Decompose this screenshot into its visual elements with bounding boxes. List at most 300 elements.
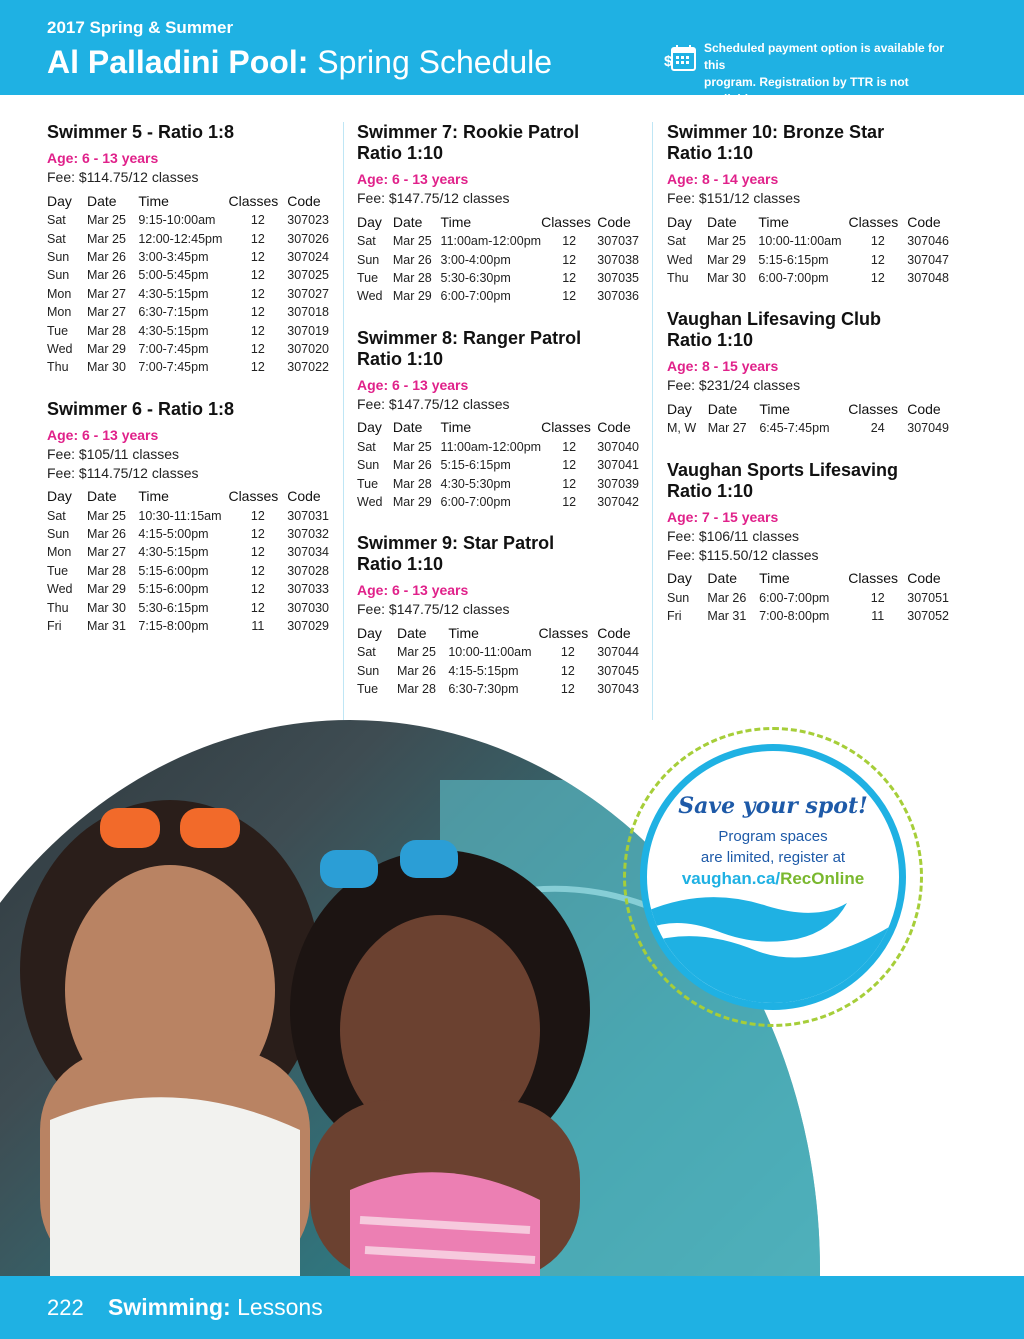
column-header-code: Code [907,213,941,230]
cell-day: Thu [47,600,69,615]
cell-classes: 11 [251,619,265,634]
cell-classes: 12 [870,252,885,267]
cell-time: 5:30-6:30pm [440,270,511,285]
cell-code: 307036 [597,289,639,304]
cell-classes: 12 [250,527,265,542]
column-header-time: Time [440,419,472,436]
cell-date: Mar 30 [87,600,126,615]
cell-day: Wed [47,582,73,597]
column-header-time: Time [759,570,790,587]
cell-code: 307043 [597,682,639,697]
cell-date: Mar 27 [87,286,126,301]
cell-code: 307034 [287,545,329,560]
table-row [357,662,639,680]
cell-day: Wed [357,289,383,304]
cell-classes: 12 [250,341,265,356]
cell-code: 307048 [907,270,949,285]
cell-day: Sat [357,439,376,454]
cell-code: 307020 [287,341,329,356]
table-row [667,419,949,437]
cell-classes: 24 [870,421,885,436]
cell-time: 4:30-5:15pm [138,545,209,560]
cell-day: Sun [357,252,380,267]
program-fee: Fee: $147.75/12 classes [357,601,510,618]
cell-date: Mar 25 [397,645,436,660]
cell-date: Mar 29 [392,494,432,509]
cell-classes: 12 [562,270,577,285]
program-fee: Fee: $105/11 classes [47,445,180,462]
table-row [667,232,949,250]
cell-date: Mar 26 [87,527,126,542]
table-header-row [357,211,639,232]
table-row [47,507,329,525]
program-fee: Fee: $151/12 classes [667,190,801,206]
table-row [47,562,329,580]
cell-time: 10:30-11:15am [138,508,222,523]
table-header-row [667,211,949,232]
cell-date: Mar 29 [87,582,126,597]
column-header-code: Code [597,213,631,230]
table-row [357,456,639,474]
svg-text:$: $ [664,53,673,70]
table-row [667,607,949,625]
table-row [357,438,639,456]
cell-classes: 12 [562,234,577,249]
table-header-row [357,417,639,438]
table-row [47,358,329,376]
table-header-row [667,398,949,419]
column-header-classes: Classes [848,400,899,417]
cell-code: 307041 [597,458,639,473]
cell-time: 10:00-11:00am [758,234,842,249]
table-row [47,617,329,635]
cell-code: 307044 [597,645,639,660]
column-header-date: Date [707,400,738,417]
cell-code: 307028 [287,563,329,578]
table-row [47,598,329,616]
cell-code: 307033 [287,582,329,597]
cell-classes: 12 [562,289,577,304]
schedule-table [667,398,949,437]
cell-day: Wed [47,341,73,356]
cell-classes: 12 [250,249,265,264]
cell-classes: 11 [871,609,885,624]
cell-classes: 12 [250,323,265,338]
column-header-time: Time [759,400,790,417]
table-row [357,250,639,268]
cell-day: Sat [357,234,376,249]
calendar-dollar-icon [664,44,696,72]
column-header-time: Time [138,192,169,209]
age-range: Age: 7 - 15 years [667,508,779,525]
cell-time: 7:15-8:00pm [138,619,209,634]
cell-date: Mar 30 [87,360,126,375]
cell-code: 307023 [287,213,329,228]
program-section [47,122,329,377]
schedule-table [667,211,949,287]
column-header-time: Time [448,624,479,641]
program-title: Vaughan Sports Lifesaving Ratio 1:10 [667,459,899,501]
cell-time: 5:30-6:15pm [138,600,209,615]
cell-code: 307049 [907,421,949,436]
age-range: Age: 6 - 13 years [357,171,469,187]
cell-time: 7:00-7:45pm [138,341,209,356]
column-header-classes: Classes [228,192,279,209]
cell-code: 307037 [597,234,639,249]
age-range: Age: 6 - 13 years [357,376,469,393]
cell-day: Sun [47,268,70,283]
cell-day: Sat [47,231,66,246]
age-range: Age: 6 - 13 years [47,150,159,166]
cell-time: 4:30-5:15pm [138,323,209,338]
column-header-date: Date [87,488,117,505]
table-row [47,248,329,266]
column-header-code: Code [287,488,321,505]
program-title: Swimmer 7: Rookie Patrol Ratio 1:10 [357,122,580,163]
cell-classes: 12 [250,231,265,246]
cell-classes: 12 [250,213,265,228]
cell-date: Mar 26 [392,252,432,267]
table-row [47,543,329,561]
page-title [47,43,552,81]
cell-classes: 12 [560,663,575,678]
cell-date: Mar 28 [87,323,126,338]
cell-time: 7:00-8:00pm [759,609,830,624]
column-header-date: Date [397,624,427,641]
cell-classes: 12 [870,270,885,285]
table-row [667,250,949,268]
table-header-row [47,190,329,211]
cell-time: 6:30-7:30pm [448,682,519,697]
program-section [47,399,329,636]
cell-code: 307031 [287,508,329,523]
age-range: Age: 8 - 14 years [667,171,779,187]
cell-date: Mar 27 [707,421,747,436]
program-fee: Fee: $231/24 classes [667,377,801,394]
table-row [47,340,329,358]
program-section [357,533,639,698]
cell-classes: 12 [562,494,577,509]
page-title-bold: Al Palladini Pool: [47,44,309,80]
cell-date: Mar 28 [397,682,436,697]
cell-day: M, W [667,421,697,436]
column-header-day: Day [357,419,382,436]
column-header-date: Date [392,419,423,436]
cell-classes: 12 [562,458,577,473]
wave-icon [647,881,899,1010]
cell-code: 307042 [597,494,639,509]
table-row [47,525,329,543]
age-range: Age: 6 - 13 years [47,426,159,443]
table-row [47,229,329,247]
cell-time: 5:00-5:45pm [138,268,209,283]
cell-code: 307047 [907,252,949,267]
cell-day: Tue [47,323,69,338]
column-header-day: Day [357,624,382,641]
table-row [357,493,639,511]
cell-date: Mar 28 [392,270,432,285]
program-fee: Fee: $147.75/12 classes [357,190,510,206]
cell-day: Tue [47,563,69,578]
cell-day: Mon [47,286,72,301]
cell-time: 4:15-5:15pm [448,663,519,678]
column-header-classes: Classes [541,213,591,230]
table-row [667,269,949,287]
column-header-code: Code [907,400,941,417]
column-header-day: Day [667,400,692,417]
cell-time: 6:00-7:00pm [758,270,829,285]
cell-classes: 12 [562,476,577,491]
cell-date: Mar 26 [392,458,432,473]
cell-code: 307039 [597,476,639,491]
cell-classes: 12 [250,582,265,597]
program-title: Swimmer 6 - Ratio 1:8 [47,398,235,419]
cell-code: 307030 [287,600,329,615]
column-header-code: Code [907,570,941,587]
save-your-spot-badge [640,744,906,1010]
cell-time: 4:30-5:30pm [440,476,511,491]
column-header-code: Code [597,624,631,641]
program-fee: Fee: $147.75/12 classes [357,395,510,412]
column-header-classes: Classes [538,624,589,641]
cell-code: 307019 [287,323,329,338]
cell-classes: 12 [250,286,265,301]
cell-time: 7:00-7:45pm [138,360,209,375]
column-header-day: Day [357,213,382,230]
cell-date: Mar 30 [707,270,746,285]
program-fee: Fee: $106/11 classes [667,527,800,544]
cell-time: 5:15-6:00pm [138,563,209,578]
schedule-column-2 [357,122,639,720]
cell-time: 4:30-5:15pm [138,286,209,301]
cell-time: 4:15-5:00pm [138,527,209,542]
cell-code: 307040 [597,439,639,454]
cell-classes: 12 [250,563,265,578]
column-divider [652,122,653,720]
cell-date: Mar 29 [87,341,126,356]
column-header-time: Time [440,213,472,230]
cell-code: 307032 [287,527,329,542]
page-header [0,0,1024,106]
season-label: 2017 Spring & Summer [47,18,234,37]
cell-date: Mar 27 [87,545,126,560]
page-title-light: Spring Schedule [317,44,553,80]
column-header-date: Date [707,570,737,587]
column-header-classes: Classes [848,213,899,230]
program-section [667,309,949,437]
table-row [47,303,329,321]
cell-day: Sun [357,458,380,473]
cell-classes: 12 [250,508,265,523]
table-row [47,211,329,229]
badge-url-link[interactable]: vaughan.ca/RecOnline [681,869,865,888]
cell-code: 307029 [287,619,329,634]
cell-code: 307026 [287,231,329,246]
payment-note: Scheduled payment option is available for this program. Registration by TTR is not available. [704,41,945,106]
cell-time: 12:00-12:45pm [138,231,223,246]
cell-code: 307025 [287,268,329,283]
schedule-table [47,190,329,377]
program-title: Swimmer 9: Star Patrol Ratio 1:10 [357,533,555,575]
cell-date: Mar 26 [87,249,126,264]
program-fee: Fee: $115.50/12 classes [667,546,819,563]
cell-classes: 12 [562,252,577,267]
cell-code: 307024 [287,249,329,264]
cell-day: Tue [357,270,379,285]
column-header-code: Code [287,192,321,209]
cell-classes: 12 [560,682,575,697]
cell-day: Sat [47,213,66,228]
cell-code: 307052 [907,609,949,624]
cell-time: 3:00-4:00pm [440,252,511,267]
column-divider [343,122,344,720]
cell-day: Fri [667,609,682,624]
column-header-date: Date [707,213,737,230]
cell-classes: 12 [250,305,265,320]
table-header-row [357,622,639,643]
schedule-table [667,568,949,626]
program-fee: Fee: $114.75/12 classes [47,464,199,481]
cell-classes: 12 [250,268,265,283]
cell-date: Mar 28 [392,476,432,491]
cell-date: Mar 26 [707,590,747,605]
badge-info: Program spaces are limited, register at [700,828,846,866]
table-row [357,680,639,698]
cell-time: 6:30-7:15pm [138,305,209,320]
column-header-time: Time [758,213,789,230]
cell-date: Mar 31 [707,609,747,624]
cell-time: 9:15-10:00am [138,213,216,228]
cell-day: Wed [357,494,383,509]
cell-date: Mar 27 [87,305,126,320]
cell-date: Mar 25 [392,234,432,249]
cell-time: 10:00-11:00am [448,645,532,660]
column-header-classes: Classes [541,419,591,436]
column-header-date: Date [87,192,117,209]
cell-code: 307051 [907,590,949,605]
cell-time: 5:15-6:15pm [758,252,829,267]
cell-code: 307035 [597,270,639,285]
cell-code: 307038 [597,252,639,267]
table-row [357,287,639,305]
cell-code: 307018 [287,305,329,320]
cell-date: Mar 31 [87,619,126,634]
schedule-column-3 [667,122,949,647]
page-number: 222 [47,1295,84,1320]
cell-classes: 12 [250,360,265,375]
cell-date: Mar 28 [87,563,126,578]
cell-day: Mon [47,305,72,320]
cell-day: Sat [47,508,66,523]
program-section [357,122,639,306]
table-row [47,285,329,303]
cell-classes: 12 [562,439,577,454]
cell-time: 11:00am-12:00pm [440,439,542,454]
cell-time: 6:00-7:00pm [440,289,511,304]
cell-classes: 12 [250,545,265,560]
cell-day: Sat [667,234,686,249]
age-range: Age: 6 - 13 years [357,582,469,599]
age-range: Age: 8 - 15 years [667,358,779,375]
schedule-table [357,417,639,512]
cell-day: Thu [47,360,69,375]
schedule-column-1 [47,122,329,657]
cell-date: Mar 26 [397,663,436,678]
cell-date: Mar 25 [87,508,126,523]
cell-classes: 12 [560,645,575,660]
program-title: Vaughan Lifesaving Club Ratio 1:10 [667,309,882,351]
program-title: Swimmer 10: Bronze Star Ratio 1:10 [667,122,885,163]
table-row [47,580,329,598]
table-row [47,321,329,339]
cell-time: 5:15-6:15pm [440,458,511,473]
cell-time: 11:00am-12:00pm [440,234,542,249]
cell-date: Mar 25 [87,231,126,246]
cell-time: 6:00-7:00pm [759,590,830,605]
program-section [667,122,949,287]
cell-day: Thu [667,270,689,285]
program-title: Swimmer 5 - Ratio 1:8 [47,122,235,142]
badge-headline: Save your spot! [678,793,868,819]
cell-code: 307027 [287,286,329,301]
schedule-table [47,486,329,636]
column-header-day: Day [667,213,692,230]
column-header-day: Day [47,488,72,505]
column-header-date: Date [392,213,423,230]
footer-section: Swimming: Lessons [108,1294,323,1320]
cell-date: Mar 25 [392,439,432,454]
column-header-classes: Classes [848,570,898,587]
cell-date: Mar 26 [87,268,126,283]
cell-date: Mar 29 [392,289,432,304]
cell-day: Wed [667,252,693,267]
column-header-classes: Classes [228,488,279,505]
table-header-row [667,568,949,589]
cell-date: Mar 25 [707,234,746,249]
cell-code: 307022 [287,360,329,375]
table-row [357,474,639,492]
table-row [47,266,329,284]
cell-day: Sun [667,590,690,605]
table-row [357,269,639,287]
cell-classes: 12 [250,600,265,615]
cell-time: 3:00-3:45pm [138,249,209,264]
cell-day: Sun [47,527,70,542]
cell-day: Sat [357,645,376,660]
program-title: Swimmer 8: Ranger Patrol Ratio 1:10 [357,327,582,369]
table-header-row [47,486,329,507]
cell-time: 6:45-7:45pm [759,421,830,436]
column-header-time: Time [138,488,169,505]
cell-classes: 12 [870,234,885,249]
cell-code: 307046 [907,234,949,249]
cell-day: Sun [47,249,70,264]
cell-day: Tue [357,682,379,697]
cell-day: Mon [47,545,72,560]
program-fee: Fee: $114.75/12 classes [47,169,199,185]
cell-code: 307045 [597,663,639,678]
cell-day: Sun [357,663,380,678]
column-header-day: Day [667,570,692,587]
cell-classes: 12 [870,590,885,605]
column-header-code: Code [597,419,631,436]
cell-date: Mar 25 [87,213,126,228]
program-section [357,328,639,512]
cell-day: Fri [47,619,62,634]
table-row [667,589,949,607]
schedule-table [357,211,639,306]
program-section [667,460,949,626]
